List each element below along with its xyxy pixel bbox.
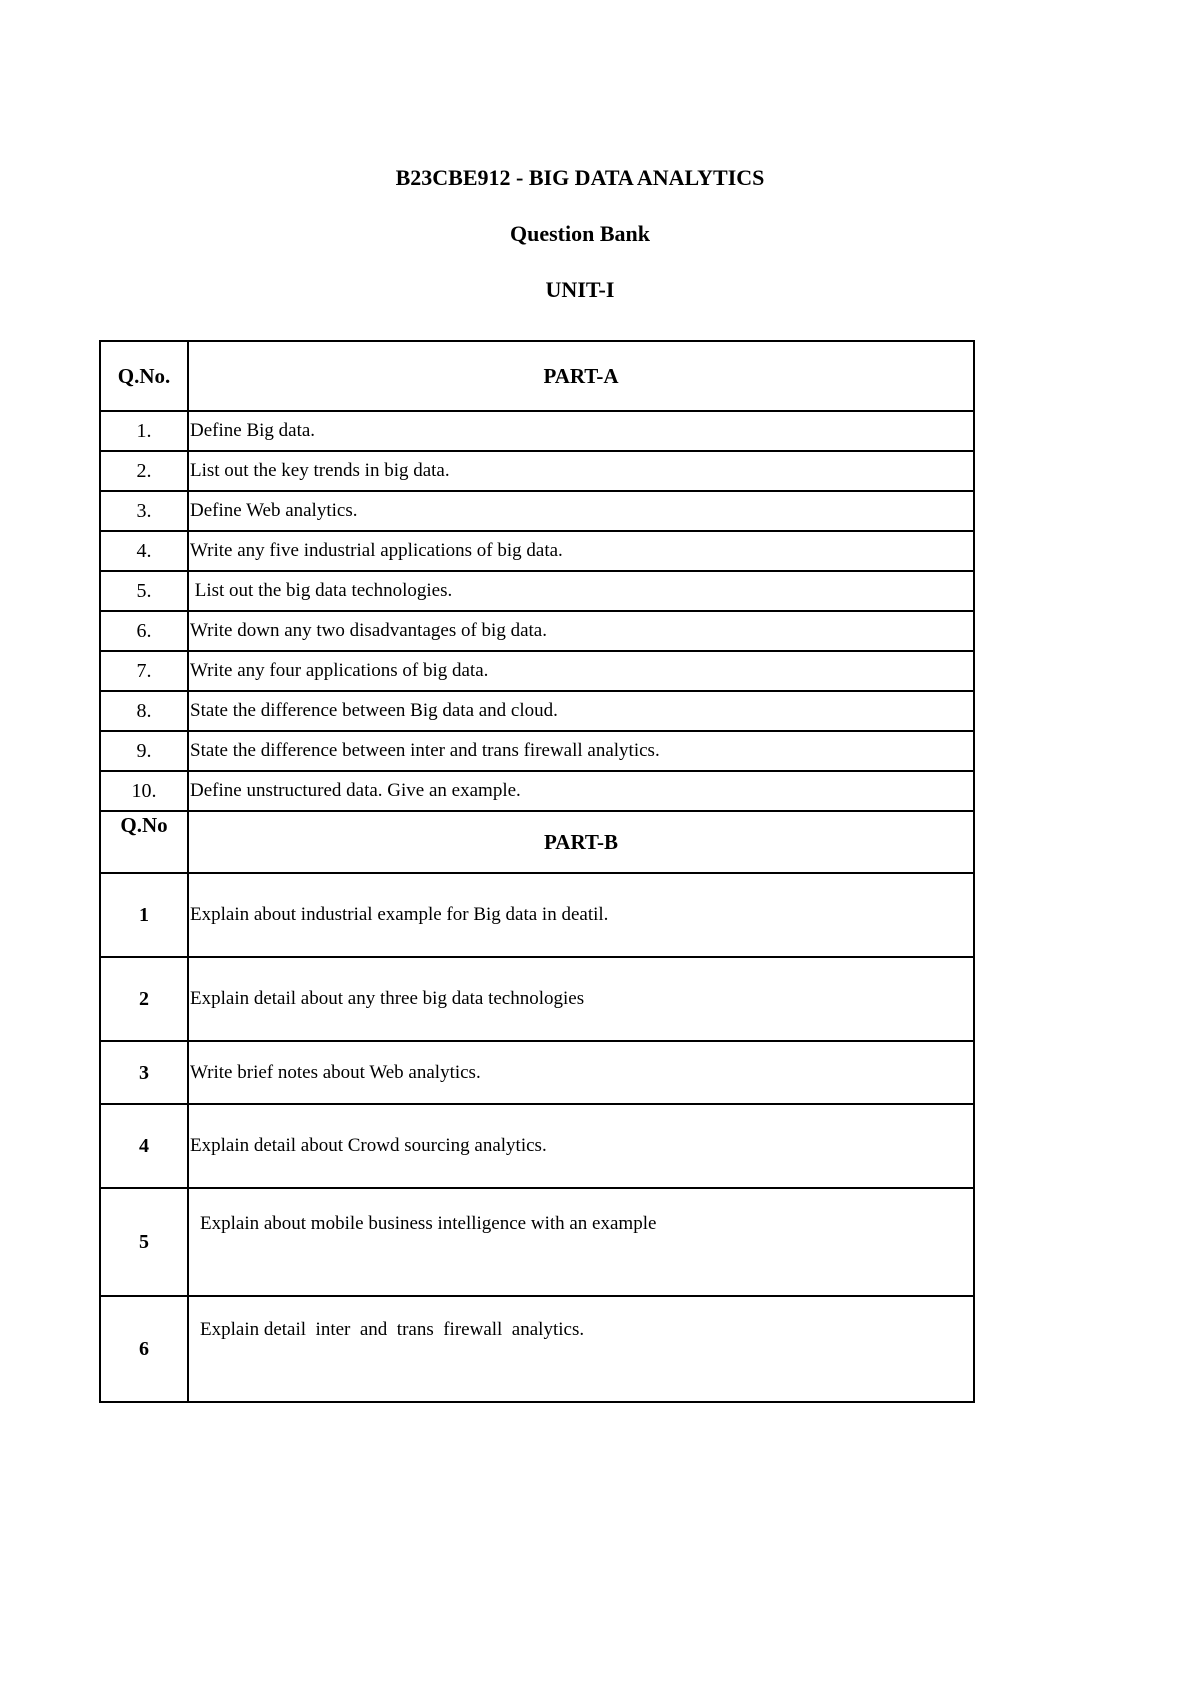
question-text: Define Web analytics. (188, 491, 974, 531)
table-row (100, 771, 974, 811)
course-title: B23CBE912 - BIG DATA ANALYTICS (395, 165, 765, 190)
part-b-title: PART-B (188, 811, 974, 873)
question-text: List out the big data technologies. (188, 571, 974, 611)
question-number: 2. (100, 451, 188, 491)
question-number: 3. (100, 491, 188, 531)
question-number: 6. (100, 611, 188, 651)
table-row (100, 1041, 974, 1104)
part-b-header-row (100, 811, 974, 873)
question-text: Explain detail about any three big data technologies (188, 957, 974, 1041)
question-number: 4 (100, 1104, 188, 1188)
table-row (100, 731, 974, 771)
question-text: Write down any two disadvantages of big data. (188, 611, 974, 651)
table-row (100, 491, 974, 531)
question-number: 8. (100, 691, 188, 731)
question-number: 3 (100, 1041, 188, 1104)
question-number: 1. (100, 411, 188, 451)
table-row (100, 1104, 974, 1188)
question-number: 10. (100, 771, 188, 811)
question-table (99, 340, 975, 1403)
table-row (100, 411, 974, 451)
table-row (100, 451, 974, 491)
question-text: Explain detail inter and trans firewall analytics. (188, 1296, 974, 1402)
table-row (100, 1188, 974, 1296)
unit-title: UNIT-I (545, 277, 615, 302)
table-row (100, 651, 974, 691)
question-number: 6 (100, 1296, 188, 1402)
question-text: Define unstructured data. Give an example. (188, 771, 974, 811)
table-row (100, 957, 974, 1041)
table-row (100, 691, 974, 731)
part-a-header-row (100, 341, 974, 411)
qno-header: Q.No (100, 811, 188, 873)
table-row (100, 873, 974, 957)
question-number: 5. (100, 571, 188, 611)
question-number: 1 (100, 873, 188, 957)
qno-header: Q.No. (100, 341, 188, 411)
part-a-title: PART-A (188, 341, 974, 411)
question-text: List out the key trends in big data. (188, 451, 974, 491)
question-text: State the difference between Big data and cloud. (188, 691, 974, 731)
question-text: Explain about industrial example for Big data in deatil. (188, 873, 974, 957)
question-text: State the difference between inter and trans firewall analytics. (188, 731, 974, 771)
question-text: Write brief notes about Web analytics. (188, 1041, 974, 1104)
question-text: Define Big data. (188, 411, 974, 451)
table-row (100, 531, 974, 571)
question-number: 5 (100, 1188, 188, 1296)
question-number: 2 (100, 957, 188, 1041)
question-text: Explain about mobile business intelligence with an example (188, 1188, 974, 1296)
table-row (100, 1296, 974, 1402)
question-text: Write any four applications of big data. (188, 651, 974, 691)
table-row (100, 611, 974, 651)
table-row (100, 571, 974, 611)
question-number: 7. (100, 651, 188, 691)
question-number: 9. (100, 731, 188, 771)
document-subtitle: Question Bank (510, 221, 650, 246)
question-text: Explain detail about Crowd sourcing analytics. (188, 1104, 974, 1188)
question-number: 4. (100, 531, 188, 571)
question-text: Write any five industrial applications of big data. (188, 531, 974, 571)
